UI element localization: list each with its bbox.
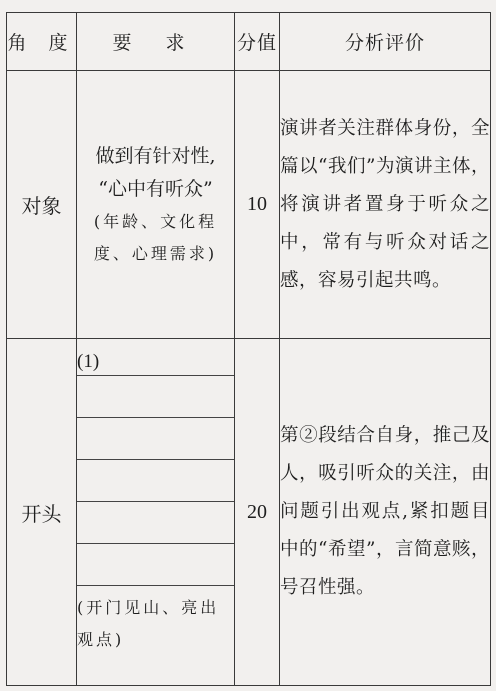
requirement-cell bbox=[77, 339, 235, 686]
requirement-cell bbox=[77, 71, 235, 339]
blank-number: (1) bbox=[77, 351, 99, 375]
answer-blank-line[interactable] bbox=[77, 544, 234, 586]
requirement-note: (开门见山、亮出观点) bbox=[77, 598, 220, 649]
evaluation-table bbox=[6, 12, 491, 686]
evaluation-cell: 第②段结合自身，推己及人，吸引听众的关注，由问题引出观点,紧扣题目中的“希望”，言简意赅，号召性强。 bbox=[280, 339, 491, 686]
requirement-note: (年龄、文化程度、心理需求) bbox=[93, 211, 218, 263]
answer-blank-line[interactable] bbox=[77, 502, 234, 544]
answer-blank-line[interactable] bbox=[77, 339, 234, 376]
score-cell: 20 bbox=[235, 339, 280, 686]
header-score: 分值 bbox=[235, 13, 280, 71]
header-evaluation: 分析评价 bbox=[280, 13, 491, 71]
requirement-main-line-2: “心中有听众” bbox=[98, 177, 213, 200]
answer-blank-line[interactable] bbox=[77, 460, 234, 502]
header-angle: 角 度 bbox=[7, 13, 77, 71]
angle-cell: 开头 bbox=[7, 339, 77, 686]
table-row-opening bbox=[7, 339, 491, 686]
evaluation-cell: 演讲者关注群体身份，全篇以“我们”为演讲主体，将演讲者置身于听众之中，常有与听众对话之感，容易引起共鸣。 bbox=[280, 71, 491, 339]
header-requirement: 要 求 bbox=[77, 13, 235, 71]
table-row-object bbox=[7, 71, 491, 339]
answer-blank-line[interactable] bbox=[77, 376, 234, 418]
requirement-main-line-1: 做到有针对性, bbox=[95, 144, 216, 167]
header-row bbox=[7, 13, 491, 71]
answer-blank-line[interactable] bbox=[77, 418, 234, 460]
score-cell: 10 bbox=[235, 71, 280, 339]
angle-cell: 对象 bbox=[7, 71, 77, 339]
